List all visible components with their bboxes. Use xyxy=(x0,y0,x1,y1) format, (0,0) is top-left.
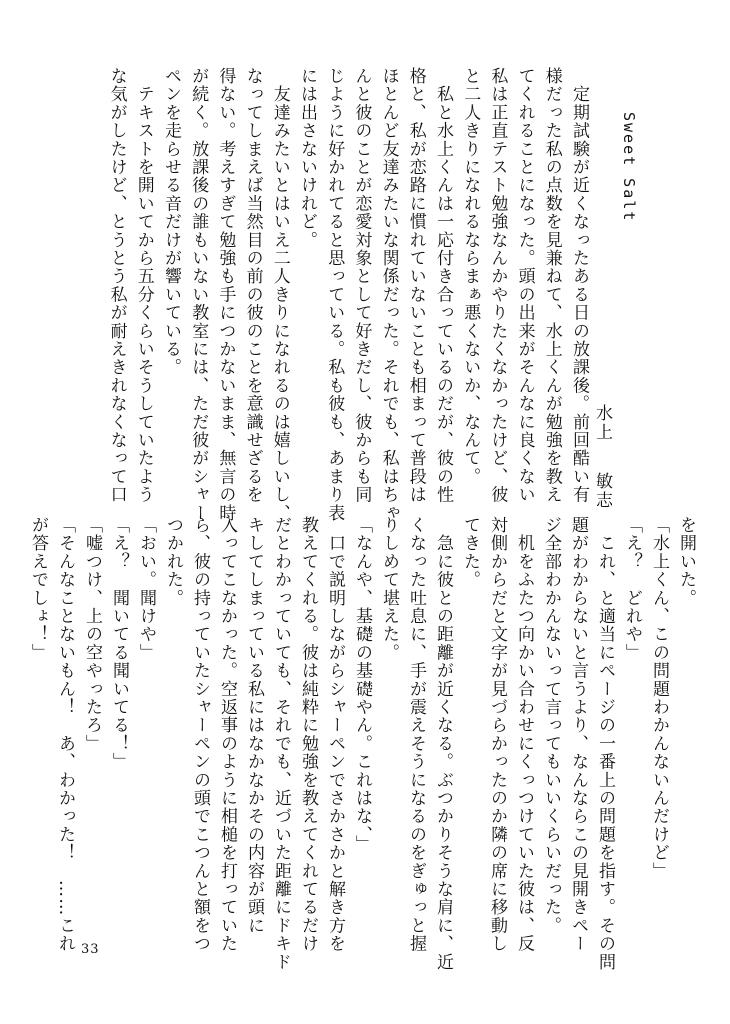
text-column: てきた。 xyxy=(460,516,480,589)
author-given-name: 敏志 xyxy=(592,472,612,510)
text-column: 格と、私が恋路に慣れていないことも相まって普段は xyxy=(405,67,426,504)
text-column: これ、と適当にページの一番上の問題を指す。その問 xyxy=(595,516,615,971)
text-column: じように好かれてると思っている。私も彼も、あまり表 xyxy=(324,67,345,522)
text-column: くなった吐息に、手が震えそうになるのをぎゅっと握 xyxy=(406,516,426,953)
text-column: 入ってこなかった。空返事のように相槌を打っていた xyxy=(217,516,237,953)
text-column: には出さないけれど。 xyxy=(297,67,317,249)
text-column: 「おい。聞けや」 xyxy=(136,516,156,662)
text-column: 友達みたいとはいえ二人きりになれるのは嬉しいし、 xyxy=(269,67,290,522)
text-column: ほとんど友達みたいな関係だった。それでも、私はちゃ xyxy=(378,67,399,522)
text-column: 題がわからないと言うより、なんならこの見開きペー xyxy=(568,516,588,953)
text-column: 机をふたつ向かい合わせにくっつけていた彼は、反 xyxy=(514,516,534,953)
text-column: 「そんなことないもん！ あ、わかった！ ……これ xyxy=(55,516,75,953)
text-column: を開いた。 xyxy=(676,516,696,607)
text-column: んと彼のことが恋愛対象として好きだし、彼からも同 xyxy=(351,67,372,504)
text-column: が続く。放課後の誰もいない教室には、ただ彼がシャー xyxy=(188,67,209,522)
text-column: キしてしまっている私にはなかなかその内容が頭に xyxy=(244,516,264,935)
text-column: 「え？ 聞いてる聞いてる！」 xyxy=(109,516,129,771)
text-column: 急に彼との距離が近くなる。ぶつかりそうな肩に、近 xyxy=(433,516,453,971)
text-column: 私と水上くんは一応付き合っているのだが、彼の性 xyxy=(433,67,453,504)
text-column: 「水上くん、この問題わかんないんだけど」 xyxy=(649,516,669,880)
text-column: 様だった私の点数を見兼ねて、水上くんが勉強を教え xyxy=(541,67,562,504)
text-column: 「え？ どれや」 xyxy=(622,516,642,662)
text-column: と二人きりになれるならまぁ悪くないか、なんて。 xyxy=(460,67,481,486)
text-column: が答えでしょ！」 xyxy=(28,516,48,662)
text-column: てくれることになった。頭の出来がそんなに良くない xyxy=(514,67,535,504)
text-column: つかれた。 xyxy=(163,516,183,607)
story-title: Sweet Salt xyxy=(620,112,638,223)
text-column: な気がしたけど、とうとう私が耐えきれなくなって口 xyxy=(106,67,127,504)
text-column: ペンを走らせる音だけが響いている。 xyxy=(161,67,181,377)
text-column: ジ全部わかんないって言ってもいいくらいだった。 xyxy=(541,516,561,935)
text-column: りしめて堪えた。 xyxy=(379,516,399,662)
text-column: ら、彼の持っていたシャーペンの頭でこつんと額をつ xyxy=(190,516,210,953)
author-family-name: 水上 xyxy=(592,404,612,442)
text-column: 口で説明しながらシャーペンでさかさかと解き方を xyxy=(325,516,345,953)
text-column: テキストを開いてから五分くらいそうしていたよう xyxy=(133,67,154,504)
text-column: 対側からだと文字が見づらかったのか隣の席に移動し xyxy=(487,516,507,953)
author-name xyxy=(590,404,615,510)
text-column: 定期試験が近くなったある日の放課後。前回酷い有 xyxy=(569,67,589,504)
text-column: だとわかっていても、それでも、近づいた距離にドキド xyxy=(271,516,291,971)
text-column: 得ない。考えすぎて勉強も手につかないまま、無言の時 xyxy=(215,67,236,522)
page-number: 33 xyxy=(81,942,100,957)
text-column: 「なんや、基礎の基礎やん。これはな、」 xyxy=(352,516,372,854)
text-column: なってしまえば当然目の前の彼のことを意識せざるを xyxy=(242,67,263,504)
text-column: 「嘘つけ、上の空やったろ」 xyxy=(82,516,102,753)
text-column: 私は正直テスト勉強なんかやりたくなかったけど、彼 xyxy=(487,67,508,504)
text-column: 教えてくれる。彼は純粋に勉強を教えてくれてるだけ xyxy=(298,516,318,953)
